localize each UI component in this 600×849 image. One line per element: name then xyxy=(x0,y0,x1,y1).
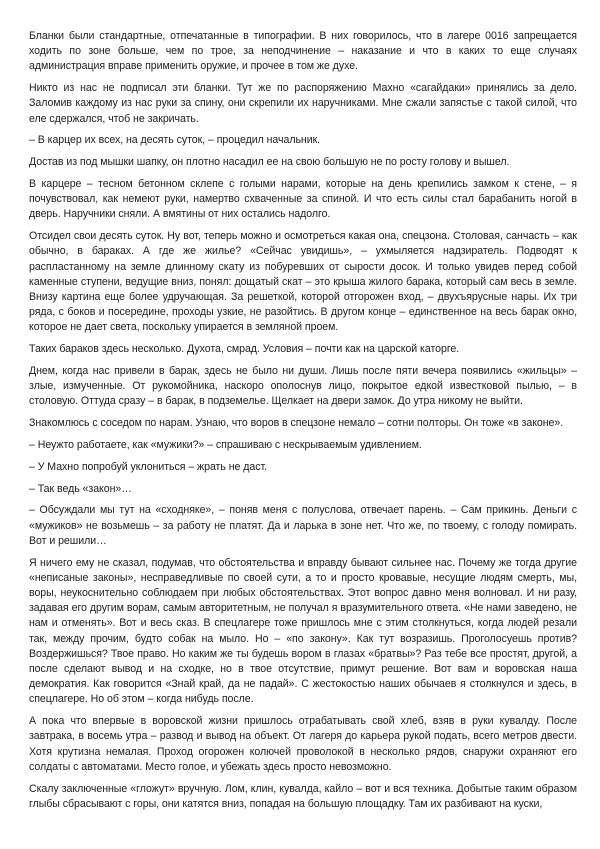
paragraph: В карцере – тесном бетонном склепе с голыми нарами, которые на день крепились замком к стене, – я почувствовал, как немеют руки, намертво схваченные за спиной. И что есть силы стал барабанить ногой в дверь. Наручники сняли. А вмятины от них остались надолго. xyxy=(29,178,577,221)
paragraph: Отсидел свои десять суток. Ну вот, теперь можно и осмотреться какая она, спецзона. Столовая, санчасть – как обычно, в бараках. А где же жилье? «Сейчас увидишь», – ухмыляется надзиратель. Подводят к распластанному на земле длинному скату из побуревших от сырости досок. И только увидев перед собой каменные ступени, ведущие вниз, понял: дощатый скат – это крыша жилого барака, который сам весь в земле. Внизу картина еще более удручающая. За решеткой, которой отгорожен вход, – двухъярусные нары. Их три ряда, с боков и посередине, проходы узкие, не разойтись. В другом конце – единственное на весь барак окно, которое не дает света, поскольку упирается в земляной проем. xyxy=(29,230,577,334)
paragraph: – У Махно попробуй уклониться – жрать не даст. xyxy=(29,460,267,473)
paragraph: А пока что впервые в воровской жизни пришлось отрабатывать свой хлеб, взяв в руки кувалду. После завтрака, в восемь утра – развод и вывод на объект. От лагеря до карьера рукой подать, всего метров двести. Хотя крутизна немалая. Проход огорожен колючей проволокой в несколько рядов, снаружи охраняют его солдаты с автоматами. Место голое, и убежать здесь просто невозможно. xyxy=(29,715,577,773)
paragraph: Знакомлюсь с соседом по нарам. Узнаю, что воров в спецзоне немало – сотни полторы. Он тоже «в законе». xyxy=(29,417,564,430)
paragraph: Скалу заключенные «гложут» вручную. Лом, клин, кувалда, кайло – вот и вся техника. Добытые таким образом глыбы сбрасывают с горы, они катятся вниз, попадая на большую площадку. Там их разбивают на куски, xyxy=(29,782,577,810)
paragraph: – Неужто работаете, как «мужики?» – спрашиваю с нескрываемым удивлением. xyxy=(29,439,422,452)
paragraph: – Так ведь «закон»… xyxy=(29,482,132,495)
paragraph: – В карцер их всех, на десять суток, – процедил начальник. xyxy=(29,134,321,147)
paragraph: Никто из нас не подписал эти бланки. Тут же по распоряжению Махно «сагайдаки» принялись за дело. Заломив каждому из нас руки за спину, они скрепили их наручниками. Мне сжали запястье с такой силой, что еле сдержался, чтоб не закричать. xyxy=(29,82,577,125)
paragraph: Таких бараков здесь несколько. Духота, смрад. Условия – почти как на царской каторге. xyxy=(29,343,460,356)
paragraph: Достав из под мышки шапку, он плотно насадил ее на свою большую не по росту голову и вышел. xyxy=(29,156,510,169)
paragraph: Бланки были стандартные, отпечатанные в типографии. В них говорилось, что в лагере 0016 запрещается ходить по зоне больше, чем по трое, за неподчинение – наказание и что в каких то еще случаях администрация вправе применить оружие, и прочее в том же духе. xyxy=(29,30,577,73)
paragraph: Днем, когда нас привели в барак, здесь не было ни души. Лишь после пяти вечера появились «жильцы» – злые, измученные. От рукомойника, наскоро ополоснув лицо, покрытое едкой известковой пылью, – в столовую. Оттуда сразу – в барак, в подземелье. Щелкает на двери замок. До утра никому не выйти. xyxy=(29,365,577,408)
paragraph: Я ничего ему не сказал, подумав, что обстоятельства и вправду бывают сильнее нас. Почему же тогда другие «неписаные законы», несправедливые по своей сути, а то и просто кровавые, несущие людям смерть, мы, воры, неукоснительно соблюдаем при любых обстоятельствах. Этот вопрос давно меня волновал. И ни разу, задавая его другим ворам, самым авторитетным, не получал я вразумительного ответа. «Не нами заведено, не нам и отменять». Вот и весь сказ. В спецлагере тоже пришлось мне с этим столкнуться, когда людей резали так, между прочим, будто собак на мыло. Но – «по закону». Как тут возразишь. Проголосуешь против? Воздержишься? Твое право. Но каким же ты будешь вором в глазах «братвы»? Раз тебе все простят, другой, а после сделают вывод и на сходке, но в твое отсутствие, примут решение. Вот вам и воровская наша демократия. Как говорится «Знай край, да не падай». С жестокостью наших обычаев я столкнулся и здесь, в спецлагере. Но об этом – когда нибудь после. xyxy=(29,556,577,706)
paragraph: – Обсуждали мы тут на «сходняке», – поняв меня с полуслова, отвечает парень. – Сам прикинь. Деньги с «мужиков» не возьмешь – за работу не платят. Да и ларька в зоне нет. Что же, по твоему, с голоду помирать. Вот и решили… xyxy=(29,504,577,547)
